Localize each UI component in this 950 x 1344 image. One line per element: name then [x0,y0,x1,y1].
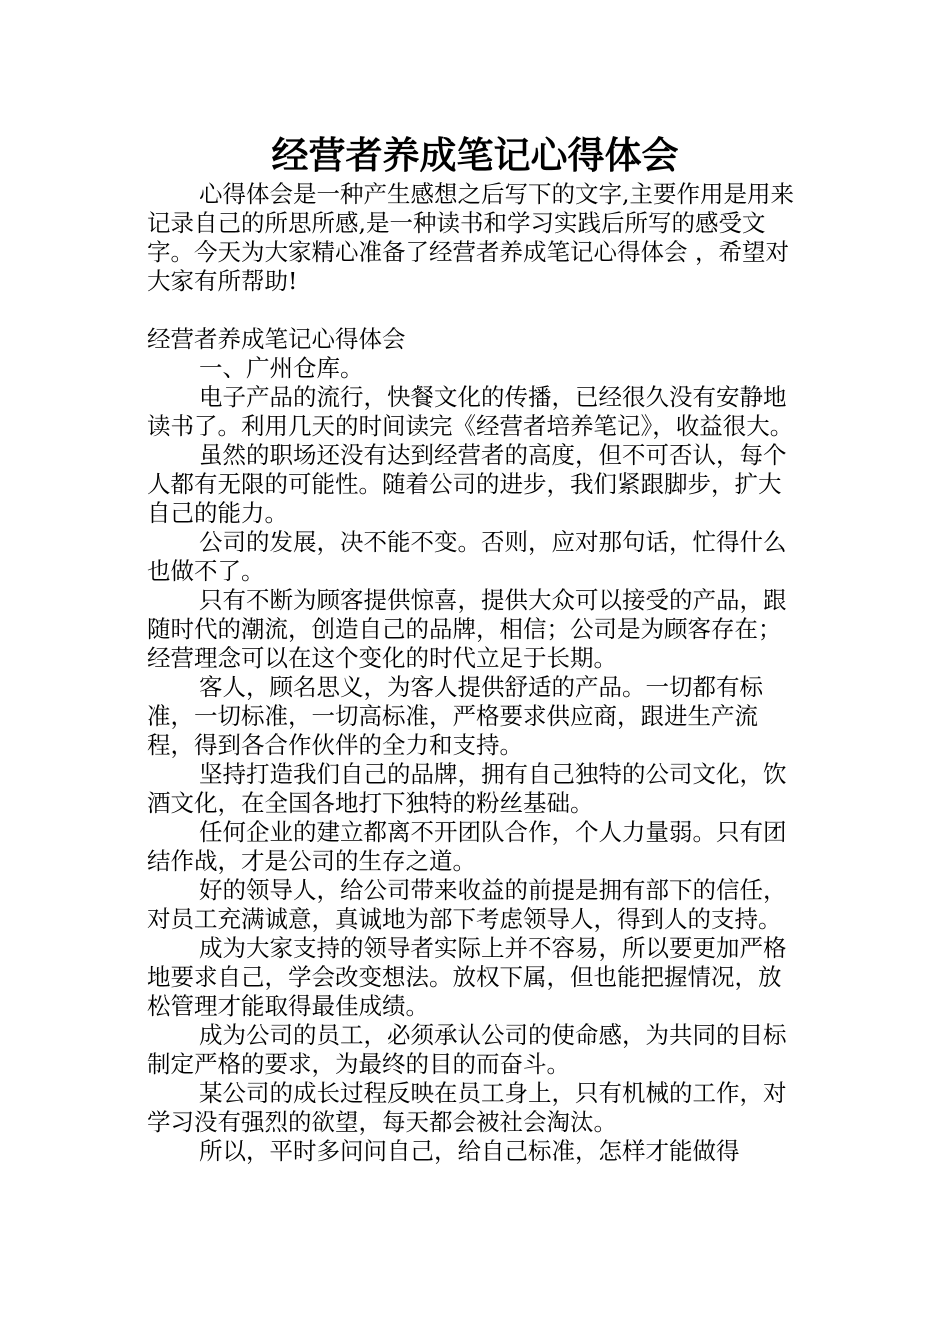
body-paragraph: 坚持打造我们自己的品牌，拥有自己独特的公司文化，饮酒文化，在全国各地打下独特的粉丝基础。 [147,760,787,817]
body-paragraph: 所以，平时多问问自己，给自己标准，怎样才能做得 [199,1137,740,1165]
document-title: 经营者养成笔记心得体会 [271,133,679,177]
body-paragraph: 成为大家支持的领导者实际上并不容易，所以要更加严格地要求自己，学会改变想法。放权下属，但也能把握情况，放松管理才能取得最佳成绩。 [147,934,787,1020]
body-paragraph: 只有不断为顾客提供惊喜，提供大众可以接受的产品，跟随时代的潮流，创造自己的品牌，相信；公司是为顾客存在；经营理念可以在这个变化的时代立足于长期。 [147,586,787,672]
blank-line [147,296,803,325]
body-paragraph: 电子产品的流行，快餐文化的传播，已经很久没有安静地读书了。利用几天的时间读完《经营者培养笔记》，收益很大。 [147,383,794,440]
body-paragraph: 客人，顾名思义，为客人提供舒适的产品。一切都有标准，一切标准，一切高标准，严格要求供应商，跟进生产流程，得到各合作伙伴的全力和支持。 [147,673,763,759]
body-paragraph: 任何企业的建立都离不开团队合作，个人力量弱。只有团结作战，才是公司的生存之道。 [147,818,787,875]
document-body [147,180,803,1166]
body-paragraph: 公司的发展，决不能不变。否则，应对那句话，忙得什么也做不了。 [147,528,787,585]
body-paragraph: 某公司的成长过程反映在员工身上，只有机械的工作，对学习没有强烈的欲望，每天都会被社会淘汰。 [147,1079,787,1136]
body-paragraph: 好的领导人，给公司带来收益的前提是拥有部下的信任，对员工充满诚意，真诚地为部下考虑领导人，得到人的支持。 [147,876,787,933]
section-subtitle: 经营者养成笔记心得体会 [147,325,406,353]
intro-paragraph: 心得体会是一种产生感想之后写下的文字,主要作用是用来记录自己的所思所感,是一种读书和学习实践后所写的感受文字。今天为大家精心准备了经营者养成笔记心得体会 ，希望对大家有所帮助! [147,180,794,295]
body-paragraph: 虽然的职场还没有达到经营者的高度，但不可否认，每个人都有无限的可能性。随着公司的进步，我们紧跟脚步，扩大自己的能力。 [147,441,787,527]
body-paragraph: 成为公司的员工，必须承认公司的使命感，为共同的目标制定严格的要求，为最终的目的而奋斗。 [147,1021,787,1078]
body-paragraph: 一、广州仓库。 [199,354,364,382]
